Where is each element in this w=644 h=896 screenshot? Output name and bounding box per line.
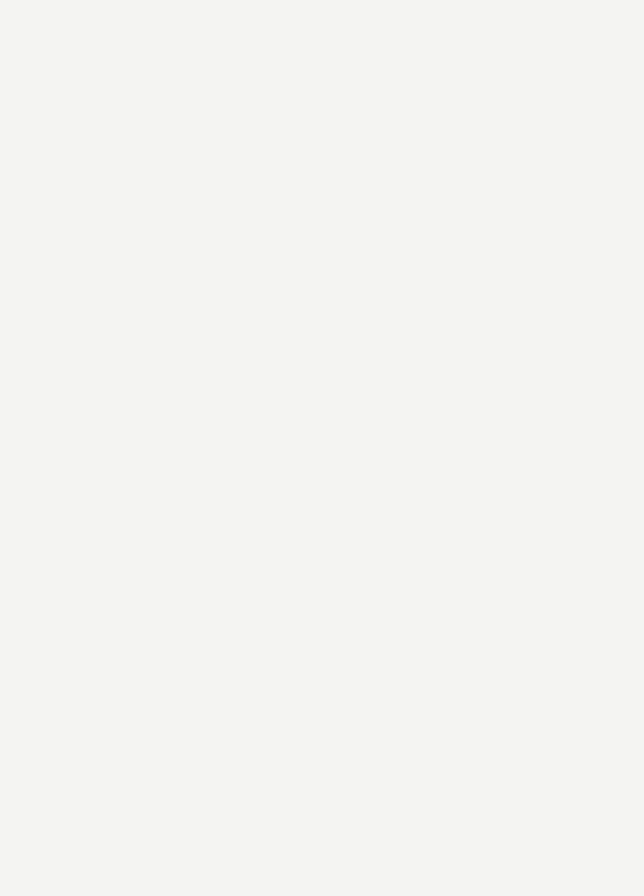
ornament-border-icon (17, 40, 629, 70)
